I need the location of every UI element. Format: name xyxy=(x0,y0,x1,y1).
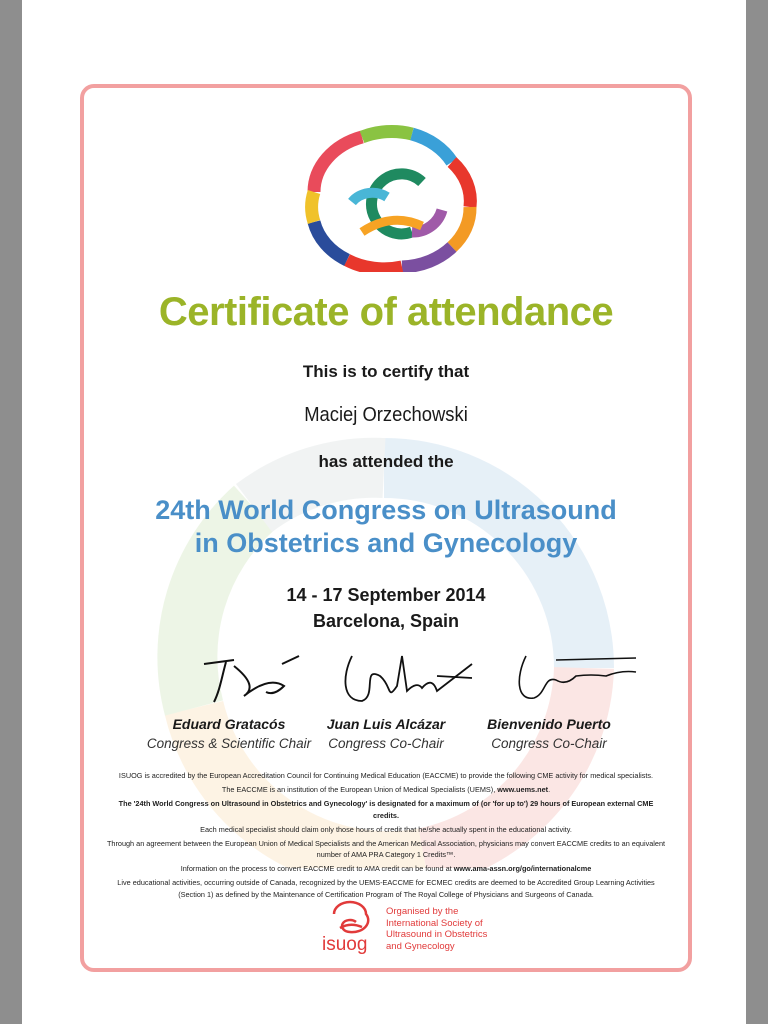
document-page xyxy=(22,0,746,1024)
event-location: Barcelona, Spain xyxy=(312,611,460,631)
signature-alcazar-icon xyxy=(322,646,492,710)
fine-print-paragraph: Information on the process to convert EACCME credit to AMA credit can be found at www.ama-assn.org/go/internationalcme xyxy=(180,864,592,873)
recipient-name: Maciej Orzechowski xyxy=(304,404,468,426)
certificate-title: Certificate of attendance xyxy=(158,290,614,334)
certify-line: This is to certify that xyxy=(302,362,470,381)
isuog-wordmark: isuog xyxy=(322,934,368,955)
signatory-name: Eduard Gratacós xyxy=(172,716,286,732)
fine-print-paragraph: The EACCME is an institution of the European Union of Medical Specialists (UEMS), www.uems.net. xyxy=(221,785,551,794)
attended-line: has attended the xyxy=(318,452,454,471)
signature-gratacos-icon xyxy=(174,646,344,710)
signatory-name: Bienvenido Puerto xyxy=(487,716,611,732)
fine-print-paragraph: Live educational activities, occurring outside of Canada, recognized by the UEMS-EACCME for ECMEC credits are deemed to be Accredited Group Learning Activities (Section 1) as defined by the Maintenance of Certification Program of The Royal College of Physicians and Surgeons of Canada. xyxy=(117,878,655,899)
fine-print-paragraph: Each medical specialist should claim only those hours of credit that he/she actually spent in the educational activity. xyxy=(200,824,572,834)
fine-print-paragraph: ISUOG is accredited by the European Accreditation Council for Continuing Medical Education (EACCME) to provide the following CME activity for medical specialists. xyxy=(118,771,654,780)
signatory-role: Congress & Scientific Chair xyxy=(146,736,312,751)
event-details xyxy=(84,582,688,634)
organised-by-text: Organised by the International Society of Ultrasound in Obstetrics and Gynecology xyxy=(386,906,488,952)
signature-puerto-icon xyxy=(496,646,666,710)
fine-print-paragraph: The '24th World Congress on Ultrasound in Obstetrics and Gynecology' is designated for a maximum of (or 'for up to') 29 hours of European external CME credits. xyxy=(118,799,654,820)
certificate-frame xyxy=(80,84,692,972)
uems-link[interactable]: www.uems.net xyxy=(497,785,549,794)
event-dates: 14 - 17 September 2014 xyxy=(286,585,486,605)
signatory-2 xyxy=(291,716,481,751)
accreditation-fine-print xyxy=(106,770,666,903)
congress-line-1: 24th World Congress on Ultrasound xyxy=(155,495,617,525)
signatory-role: Congress Co-Chair xyxy=(491,736,607,751)
congress-line-2: in Obstetrics and Gynecology xyxy=(194,528,578,558)
ama-link[interactable]: www.ama-assn.org/go/internationalcme xyxy=(453,864,592,873)
signatory-3 xyxy=(454,716,644,751)
congress-swirl-logo-icon xyxy=(292,122,482,272)
signatory-role: Congress Co-Chair xyxy=(328,736,444,751)
signatory-name: Juan Luis Alcázar xyxy=(326,716,446,732)
fine-print-paragraph: Through an agreement between the European Union of Medical Specialists and the American Medical Association, physicians may convert EACCME credits to an equivalent number of AMA PRA Category 1 Credits™. xyxy=(106,838,666,859)
congress-name xyxy=(84,494,688,560)
